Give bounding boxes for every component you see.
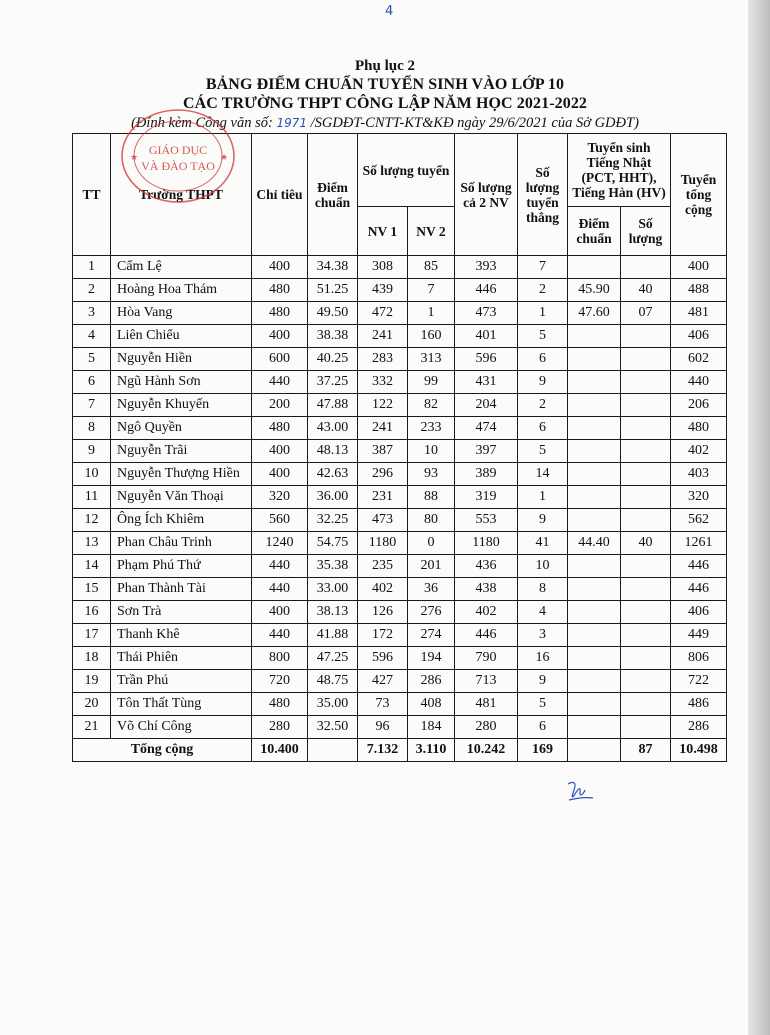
totals-nv2: 3.110 <box>408 739 455 762</box>
cell-both-nv: 280 <box>455 716 518 739</box>
cell-tt: 4 <box>73 325 111 348</box>
table-row <box>73 532 727 555</box>
cell-cutoff: 32.50 <box>308 716 358 739</box>
cell-quota: 400 <box>252 440 308 463</box>
cell-tt: 14 <box>73 555 111 578</box>
cell-school: Nguyễn Văn Thoại <box>111 486 252 509</box>
cell-nv2: 313 <box>408 348 455 371</box>
cell-nv2: 93 <box>408 463 455 486</box>
cell-cutoff: 38.13 <box>308 601 358 624</box>
cell-direct: 9 <box>518 670 568 693</box>
cell-tt: 15 <box>73 578 111 601</box>
subtitle <box>0 115 770 132</box>
cell-tt: 9 <box>73 440 111 463</box>
cell-quota: 440 <box>252 624 308 647</box>
table-row <box>73 394 727 417</box>
cell-jp-count <box>621 578 671 601</box>
subtitle-prefix: (Đính kèm Công văn số: <box>131 115 277 131</box>
cell-school: Nguyễn Thượng Hiền <box>111 463 252 486</box>
cell-jp-count <box>621 601 671 624</box>
table-row <box>73 601 727 624</box>
cell-jp-cutoff <box>568 486 621 509</box>
cell-nv2: 286 <box>408 670 455 693</box>
cell-jp-cutoff: 45.90 <box>568 279 621 302</box>
cell-jp-count: 40 <box>621 279 671 302</box>
cell-direct: 16 <box>518 647 568 670</box>
table-row <box>73 256 727 279</box>
cell-jp-count <box>621 417 671 440</box>
cell-cutoff: 36.00 <box>308 486 358 509</box>
cell-jp-cutoff <box>568 417 621 440</box>
cell-direct: 5 <box>518 693 568 716</box>
cell-jp-count <box>621 509 671 532</box>
cell-jp-count <box>621 325 671 348</box>
cell-jp-count <box>621 486 671 509</box>
table-row <box>73 486 727 509</box>
cell-total: 480 <box>671 417 727 440</box>
totals-label: Tổng cộng <box>73 739 252 762</box>
cell-jp-count <box>621 555 671 578</box>
cell-tt: 7 <box>73 394 111 417</box>
cell-school: Ngũ Hành Sơn <box>111 371 252 394</box>
cell-tt: 16 <box>73 601 111 624</box>
cell-direct: 1 <box>518 302 568 325</box>
cell-total: 446 <box>671 555 727 578</box>
cell-nv2: 7 <box>408 279 455 302</box>
cell-both-nv: 474 <box>455 417 518 440</box>
cell-total: 722 <box>671 670 727 693</box>
table-row <box>73 417 727 440</box>
cell-both-nv: 436 <box>455 555 518 578</box>
cell-total: 402 <box>671 440 727 463</box>
cell-direct: 6 <box>518 716 568 739</box>
cell-tt: 1 <box>73 256 111 279</box>
cell-direct: 5 <box>518 440 568 463</box>
cell-nv1: 439 <box>358 279 408 302</box>
cell-quota: 560 <box>252 509 308 532</box>
cell-jp-cutoff <box>568 325 621 348</box>
cell-nv1: 283 <box>358 348 408 371</box>
totals-row <box>73 739 727 762</box>
cell-school: Ông Ích Khiêm <box>111 509 252 532</box>
header-admitted: Số lượng tuyển <box>358 134 455 207</box>
table-body <box>73 256 727 762</box>
cell-jp-cutoff <box>568 371 621 394</box>
cell-cutoff: 35.00 <box>308 693 358 716</box>
cell-nv2: 36 <box>408 578 455 601</box>
cell-both-nv: 553 <box>455 509 518 532</box>
cell-jp-count <box>621 256 671 279</box>
table-row <box>73 440 727 463</box>
cell-nv1: 402 <box>358 578 408 601</box>
table-row <box>73 578 727 601</box>
stamp-star-icon: ★ <box>130 152 139 162</box>
cell-both-nv: 204 <box>455 394 518 417</box>
cell-tt: 19 <box>73 670 111 693</box>
table-row <box>73 670 727 693</box>
cell-direct: 14 <box>518 463 568 486</box>
cell-quota: 480 <box>252 417 308 440</box>
cell-total: 206 <box>671 394 727 417</box>
cell-direct: 9 <box>518 509 568 532</box>
cell-total: 406 <box>671 325 727 348</box>
header-school: Trường THPT <box>111 134 252 256</box>
cell-nv1: 473 <box>358 509 408 532</box>
cell-both-nv: 596 <box>455 348 518 371</box>
cell-tt: 18 <box>73 647 111 670</box>
cell-both-nv: 431 <box>455 371 518 394</box>
cell-nv2: 276 <box>408 601 455 624</box>
cell-cutoff: 42.63 <box>308 463 358 486</box>
totals-jp-cutoff <box>568 739 621 762</box>
title-line-1: BẢNG ĐIỂM CHUẨN TUYỂN SINH VÀO LỚP 10 <box>205 76 565 93</box>
cell-both-nv: 397 <box>455 440 518 463</box>
cell-jp-count <box>621 647 671 670</box>
cell-jp-count <box>621 463 671 486</box>
cell-school: Hòa Vang <box>111 302 252 325</box>
cell-school: Cẩm Lệ <box>111 256 252 279</box>
cell-tt: 13 <box>73 532 111 555</box>
cell-both-nv: 438 <box>455 578 518 601</box>
cell-total: 602 <box>671 348 727 371</box>
cell-school: Nguyễn Trãi <box>111 440 252 463</box>
cell-jp-cutoff <box>568 647 621 670</box>
cell-jp-cutoff <box>568 624 621 647</box>
cell-total: 320 <box>671 486 727 509</box>
cell-direct: 10 <box>518 555 568 578</box>
cell-total: 488 <box>671 279 727 302</box>
totals-quota: 10.400 <box>252 739 308 762</box>
cell-total: 806 <box>671 647 727 670</box>
cell-total: 286 <box>671 716 727 739</box>
document-number: 1971 <box>276 116 308 130</box>
cell-tt: 10 <box>73 463 111 486</box>
cell-jp-cutoff <box>568 578 621 601</box>
cell-total: 449 <box>671 624 727 647</box>
cell-jp-cutoff <box>568 348 621 371</box>
cell-direct: 6 <box>518 417 568 440</box>
cell-jp-count <box>621 394 671 417</box>
cell-nv2: 0 <box>408 532 455 555</box>
cell-total: 1261 <box>671 532 727 555</box>
cell-quota: 440 <box>252 555 308 578</box>
cell-school: Ngô Quyền <box>111 417 252 440</box>
cell-jp-count: 07 <box>621 302 671 325</box>
title-line-2: CÁC TRƯỜNG THPT CÔNG LẬP NĂM HỌC 2021-2022 <box>182 95 588 112</box>
cell-direct: 1 <box>518 486 568 509</box>
cell-nv2: 184 <box>408 716 455 739</box>
cell-direct: 7 <box>518 256 568 279</box>
table-row <box>73 325 727 348</box>
page-edge-shadow <box>748 0 770 1035</box>
cell-nv2: 160 <box>408 325 455 348</box>
cell-tt: 2 <box>73 279 111 302</box>
cell-cutoff: 49.50 <box>308 302 358 325</box>
cell-direct: 6 <box>518 348 568 371</box>
cell-jp-cutoff <box>568 463 621 486</box>
cell-jp-count <box>621 693 671 716</box>
cell-both-nv: 393 <box>455 256 518 279</box>
cell-nv2: 408 <box>408 693 455 716</box>
cell-cutoff: 35.38 <box>308 555 358 578</box>
cell-quota: 400 <box>252 256 308 279</box>
cell-both-nv: 1180 <box>455 532 518 555</box>
cell-nv2: 201 <box>408 555 455 578</box>
cell-school: Phan Thành Tài <box>111 578 252 601</box>
table-row <box>73 693 727 716</box>
table-row <box>73 463 727 486</box>
cell-total: 446 <box>671 578 727 601</box>
cell-tt: 8 <box>73 417 111 440</box>
appendix-label: Phụ lục 2 <box>354 58 415 74</box>
cell-jp-count <box>621 348 671 371</box>
cell-nv1: 596 <box>358 647 408 670</box>
cell-both-nv: 446 <box>455 279 518 302</box>
cell-nv1: 241 <box>358 417 408 440</box>
cell-cutoff: 33.00 <box>308 578 358 601</box>
cell-school: Thái Phiên <box>111 647 252 670</box>
cell-quota: 400 <box>252 325 308 348</box>
cell-jp-cutoff <box>568 716 621 739</box>
cell-nv1: 126 <box>358 601 408 624</box>
cell-direct: 41 <box>518 532 568 555</box>
header-cutoff: Điểm chuẩn <box>308 134 358 256</box>
cell-tt: 21 <box>73 716 111 739</box>
cell-nv2: 99 <box>408 371 455 394</box>
table-row <box>73 555 727 578</box>
cell-nv1: 73 <box>358 693 408 716</box>
cell-cutoff: 48.75 <box>308 670 358 693</box>
cell-cutoff: 48.13 <box>308 440 358 463</box>
cell-school: Nguyễn Hiền <box>111 348 252 371</box>
cell-jp-count <box>621 371 671 394</box>
cell-both-nv: 402 <box>455 601 518 624</box>
cell-school: Trần Phú <box>111 670 252 693</box>
cell-jp-count <box>621 440 671 463</box>
cell-direct: 5 <box>518 325 568 348</box>
cell-direct: 8 <box>518 578 568 601</box>
cell-jp-cutoff: 44.40 <box>568 532 621 555</box>
cell-school: Phan Châu Trinh <box>111 532 252 555</box>
cell-nv2: 10 <box>408 440 455 463</box>
cell-cutoff: 34.38 <box>308 256 358 279</box>
cell-both-nv: 446 <box>455 624 518 647</box>
cell-nv2: 82 <box>408 394 455 417</box>
cell-nv1: 241 <box>358 325 408 348</box>
cell-school: Liên Chiểu <box>111 325 252 348</box>
cell-school: Thanh Khê <box>111 624 252 647</box>
table-row <box>73 302 727 325</box>
cell-jp-count: 40 <box>621 532 671 555</box>
cell-both-nv: 481 <box>455 693 518 716</box>
cell-tt: 6 <box>73 371 111 394</box>
cell-jp-cutoff <box>568 509 621 532</box>
table-row <box>73 647 727 670</box>
table-row <box>73 348 727 371</box>
table-row <box>73 624 727 647</box>
cell-both-nv: 473 <box>455 302 518 325</box>
stamp-line-2: VÀ ĐÀO TẠO <box>141 159 215 173</box>
cell-jp-cutoff <box>568 440 621 463</box>
totals-nv1: 7.132 <box>358 739 408 762</box>
stamp-line-1: GIÁO DỤC <box>148 143 208 157</box>
totals-cutoff <box>308 739 358 762</box>
cell-tt: 11 <box>73 486 111 509</box>
table-row <box>73 509 727 532</box>
cell-jp-count <box>621 716 671 739</box>
header-jp-cutoff: Điểm chuẩn <box>568 207 621 256</box>
header-jp-kr: Tuyển sinh Tiếng Nhật (PCT, HHT), Tiếng Hàn (HV) <box>568 134 671 207</box>
cell-total: 403 <box>671 463 727 486</box>
cell-nv1: 427 <box>358 670 408 693</box>
cell-both-nv: 790 <box>455 647 518 670</box>
cell-jp-count <box>621 670 671 693</box>
cell-nv2: 274 <box>408 624 455 647</box>
cell-total: 406 <box>671 601 727 624</box>
cell-total: 440 <box>671 371 727 394</box>
totals-jp-count: 87 <box>621 739 671 762</box>
cell-cutoff: 38.38 <box>308 325 358 348</box>
cell-school: Sơn Trà <box>111 601 252 624</box>
cell-school: Nguyễn Khuyến <box>111 394 252 417</box>
cell-nv1: 231 <box>358 486 408 509</box>
header-nv1: NV 1 <box>358 207 408 256</box>
cell-direct: 4 <box>518 601 568 624</box>
cell-both-nv: 713 <box>455 670 518 693</box>
cell-cutoff: 43.00 <box>308 417 358 440</box>
cell-nv2: 194 <box>408 647 455 670</box>
header-both-nv: Số lượng cả 2 NV <box>455 134 518 256</box>
cell-quota: 480 <box>252 302 308 325</box>
header-row-1 <box>73 134 727 207</box>
page-number: 4 <box>385 4 394 19</box>
cell-direct: 2 <box>518 279 568 302</box>
cell-school: Hoàng Hoa Thám <box>111 279 252 302</box>
cell-direct: 9 <box>518 371 568 394</box>
cell-cutoff: 51.25 <box>308 279 358 302</box>
table-row <box>73 716 727 739</box>
cell-tt: 20 <box>73 693 111 716</box>
cell-quota: 400 <box>252 601 308 624</box>
cell-cutoff: 41.88 <box>308 624 358 647</box>
totals-direct: 169 <box>518 739 568 762</box>
cell-quota: 280 <box>252 716 308 739</box>
cell-nv2: 88 <box>408 486 455 509</box>
cell-total: 486 <box>671 693 727 716</box>
cell-total: 400 <box>671 256 727 279</box>
cell-nv2: 85 <box>408 256 455 279</box>
header-jp-count: Số lượng <box>621 207 671 256</box>
cell-quota: 480 <box>252 693 308 716</box>
header-total: Tuyển tổng cộng <box>671 134 727 256</box>
cell-nv1: 96 <box>358 716 408 739</box>
header-nv2: NV 2 <box>408 207 455 256</box>
cell-cutoff: 47.25 <box>308 647 358 670</box>
totals-both: 10.242 <box>455 739 518 762</box>
table-row <box>73 279 727 302</box>
cell-nv2: 233 <box>408 417 455 440</box>
cell-quota: 480 <box>252 279 308 302</box>
admission-table <box>72 133 727 762</box>
cell-nv1: 332 <box>358 371 408 394</box>
cell-both-nv: 389 <box>455 463 518 486</box>
cell-jp-cutoff <box>568 670 621 693</box>
cell-nv1: 172 <box>358 624 408 647</box>
cell-quota: 200 <box>252 394 308 417</box>
cell-school: Võ Chí Công <box>111 716 252 739</box>
cell-quota: 440 <box>252 578 308 601</box>
cell-tt: 17 <box>73 624 111 647</box>
cell-nv1: 308 <box>358 256 408 279</box>
cell-nv1: 122 <box>358 394 408 417</box>
cell-school: Phạm Phú Thứ <box>111 555 252 578</box>
cell-total: 481 <box>671 302 727 325</box>
cell-jp-cutoff <box>568 394 621 417</box>
table-row <box>73 371 727 394</box>
cell-quota: 400 <box>252 463 308 486</box>
cell-nv1: 235 <box>358 555 408 578</box>
cell-tt: 5 <box>73 348 111 371</box>
cell-direct: 2 <box>518 394 568 417</box>
cell-nv2: 80 <box>408 509 455 532</box>
cell-cutoff: 47.88 <box>308 394 358 417</box>
cell-quota: 600 <box>252 348 308 371</box>
cell-cutoff: 40.25 <box>308 348 358 371</box>
cell-tt: 3 <box>73 302 111 325</box>
cell-total: 562 <box>671 509 727 532</box>
cell-quota: 720 <box>252 670 308 693</box>
cell-nv1: 1180 <box>358 532 408 555</box>
cell-nv1: 387 <box>358 440 408 463</box>
totals-total: 10.498 <box>671 739 727 762</box>
cell-nv1: 472 <box>358 302 408 325</box>
cell-quota: 800 <box>252 647 308 670</box>
cell-cutoff: 54.75 <box>308 532 358 555</box>
cell-cutoff: 37.25 <box>308 371 358 394</box>
cell-jp-cutoff <box>568 601 621 624</box>
header-tt: TT <box>73 134 111 256</box>
header-quota: Chỉ tiêu <box>252 134 308 256</box>
cell-tt: 12 <box>73 509 111 532</box>
header-direct: Số lượng tuyển thẳng <box>518 134 568 256</box>
cell-both-nv: 401 <box>455 325 518 348</box>
cell-jp-cutoff: 47.60 <box>568 302 621 325</box>
cell-both-nv: 319 <box>455 486 518 509</box>
cell-jp-count <box>621 624 671 647</box>
initial-signature <box>565 778 595 804</box>
cell-direct: 3 <box>518 624 568 647</box>
cell-quota: 320 <box>252 486 308 509</box>
cell-jp-cutoff <box>568 555 621 578</box>
cell-cutoff: 32.25 <box>308 509 358 532</box>
cell-quota: 440 <box>252 371 308 394</box>
cell-jp-cutoff <box>568 256 621 279</box>
cell-jp-cutoff <box>568 693 621 716</box>
cell-nv2: 1 <box>408 302 455 325</box>
cell-quota: 1240 <box>252 532 308 555</box>
cell-school: Tôn Thất Tùng <box>111 693 252 716</box>
cell-nv1: 296 <box>358 463 408 486</box>
stamp-star-icon: ★ <box>220 152 229 162</box>
subtitle-suffix: /SGDĐT-CNTT-KT&KĐ ngày 29/6/2021 của Sở GDĐT) <box>307 115 639 131</box>
